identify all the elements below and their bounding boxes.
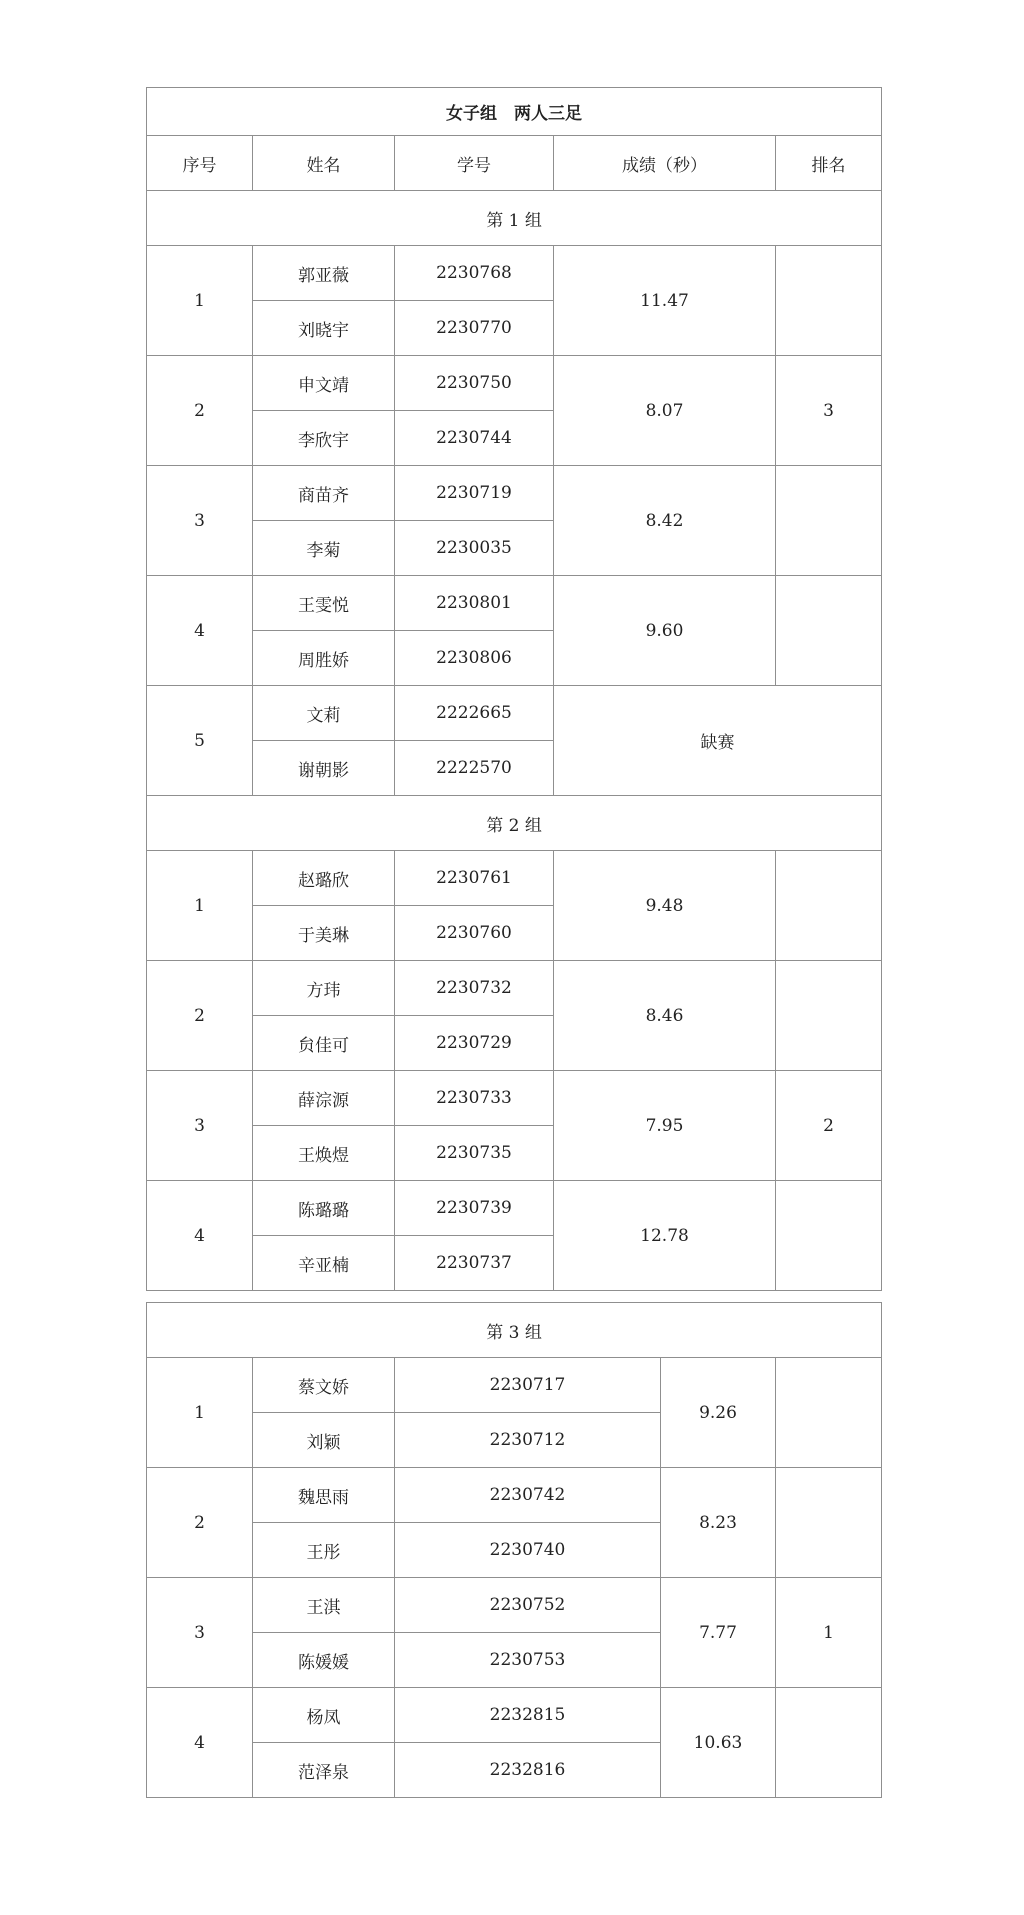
- member-name: 于美琳: [253, 906, 395, 961]
- team-seq: 1: [147, 1358, 253, 1468]
- member-id: 2222665: [395, 686, 554, 741]
- header-seq: 序号: [147, 136, 253, 191]
- member-id: 2232815: [395, 1688, 661, 1743]
- member-name: 魏思雨: [253, 1468, 395, 1523]
- member-id: 2230770: [395, 301, 554, 356]
- team-rank: [776, 576, 882, 686]
- member-name: 刘颖: [253, 1413, 395, 1468]
- team-row: [147, 851, 882, 906]
- team-rank: 3: [776, 356, 882, 466]
- group-row: [147, 796, 882, 851]
- team-score: 7.77: [661, 1578, 776, 1688]
- member-name: 辛亚楠: [253, 1236, 395, 1291]
- member-name: 谢朝影: [253, 741, 395, 796]
- team-score: 7.95: [554, 1071, 776, 1181]
- member-id: 2230768: [395, 246, 554, 301]
- team-row: [147, 686, 882, 741]
- team-seq: 3: [147, 1071, 253, 1181]
- member-id: 2230735: [395, 1126, 554, 1181]
- member-name: 杨凤: [253, 1688, 395, 1743]
- team-seq: 2: [147, 356, 253, 466]
- member-name: 蔡文娇: [253, 1358, 395, 1413]
- member-id: 2230712: [395, 1413, 661, 1468]
- team-seq: 5: [147, 686, 253, 796]
- member-id: 2230717: [395, 1358, 661, 1413]
- team-score: 10.63: [661, 1688, 776, 1798]
- member-id: 2230801: [395, 576, 554, 631]
- team-score: 9.48: [554, 851, 776, 961]
- member-name: 范泽泉: [253, 1743, 395, 1798]
- member-id: 2230753: [395, 1633, 661, 1688]
- member-name: 郭亚薇: [253, 246, 395, 301]
- team-row: [147, 356, 882, 411]
- team-score: 9.60: [554, 576, 776, 686]
- team-row: [147, 1468, 882, 1523]
- results-table-part-2: [146, 1302, 882, 1798]
- group-label: 第 2 组: [147, 796, 882, 851]
- member-id: 2230760: [395, 906, 554, 961]
- team-rank: [776, 1468, 882, 1578]
- team-seq: 2: [147, 1468, 253, 1578]
- member-id: 2222570: [395, 741, 554, 796]
- member-id: 2230733: [395, 1071, 554, 1126]
- member-id: 2230732: [395, 961, 554, 1016]
- header-name: 姓名: [253, 136, 395, 191]
- team-seq: 4: [147, 1181, 253, 1291]
- team-rank: [776, 246, 882, 356]
- member-id: 2232816: [395, 1743, 661, 1798]
- member-name: 薛淙源: [253, 1071, 395, 1126]
- team-rank: [776, 851, 882, 961]
- team-seq: 4: [147, 576, 253, 686]
- team-row: [147, 1071, 882, 1126]
- member-id: 2230742: [395, 1468, 661, 1523]
- member-id: 2230806: [395, 631, 554, 686]
- team-row: [147, 1578, 882, 1633]
- team-score: 12.78: [554, 1181, 776, 1291]
- member-id: 2230035: [395, 521, 554, 576]
- member-name: 文莉: [253, 686, 395, 741]
- member-id: 2230729: [395, 1016, 554, 1071]
- team-row: [147, 246, 882, 301]
- team-row: [147, 466, 882, 521]
- table-title: 女子组 两人三足: [147, 88, 882, 136]
- member-name: 李菊: [253, 521, 395, 576]
- team-score: 8.07: [554, 356, 776, 466]
- team-row: [147, 1181, 882, 1236]
- member-name: 周胜娇: [253, 631, 395, 686]
- team-seq: 2: [147, 961, 253, 1071]
- team-seq: 1: [147, 851, 253, 961]
- member-id: 2230739: [395, 1181, 554, 1236]
- member-id: 2230744: [395, 411, 554, 466]
- team-score: 8.46: [554, 961, 776, 1071]
- team-seq: 3: [147, 466, 253, 576]
- group-label: 第 3 组: [147, 1303, 882, 1358]
- results-table-part-1: [146, 87, 882, 1291]
- member-name: 商苗齐: [253, 466, 395, 521]
- group-row: [147, 1303, 882, 1358]
- table-body-2: [147, 1303, 882, 1798]
- team-rank: 1: [776, 1578, 882, 1688]
- team-score: 9.26: [661, 1358, 776, 1468]
- team-row: [147, 961, 882, 1016]
- team-row: [147, 1688, 882, 1743]
- member-name: 李欣宇: [253, 411, 395, 466]
- member-name: 方玮: [253, 961, 395, 1016]
- team-row: [147, 576, 882, 631]
- member-name: 贠佳可: [253, 1016, 395, 1071]
- member-name: 陈媛媛: [253, 1633, 395, 1688]
- team-seq: 4: [147, 1688, 253, 1798]
- group-row: [147, 191, 882, 246]
- team-rank: [776, 1358, 882, 1468]
- member-name: 刘晓宇: [253, 301, 395, 356]
- team-rank: [776, 961, 882, 1071]
- member-id: 2230761: [395, 851, 554, 906]
- team-score: 缺赛: [554, 686, 882, 796]
- table-body-1: [147, 88, 882, 1291]
- group-label: 第 1 组: [147, 191, 882, 246]
- member-id: 2230737: [395, 1236, 554, 1291]
- team-score: 8.23: [661, 1468, 776, 1578]
- header-row: [147, 136, 882, 191]
- member-name: 王焕煜: [253, 1126, 395, 1181]
- team-rank: [776, 466, 882, 576]
- member-id: 2230740: [395, 1523, 661, 1578]
- header-score: 成绩（秒）: [554, 136, 776, 191]
- team-rank: 2: [776, 1071, 882, 1181]
- member-name: 王彤: [253, 1523, 395, 1578]
- member-name: 王淇: [253, 1578, 395, 1633]
- team-seq: 1: [147, 246, 253, 356]
- team-score: 8.42: [554, 466, 776, 576]
- member-name: 王雯悦: [253, 576, 395, 631]
- header-id: 学号: [395, 136, 554, 191]
- team-rank: [776, 1181, 882, 1291]
- team-rank: [776, 1688, 882, 1798]
- member-name: 赵璐欣: [253, 851, 395, 906]
- member-name: 申文靖: [253, 356, 395, 411]
- team-seq: 3: [147, 1578, 253, 1688]
- member-id: 2230750: [395, 356, 554, 411]
- team-row: [147, 1358, 882, 1413]
- member-id: 2230752: [395, 1578, 661, 1633]
- member-id: 2230719: [395, 466, 554, 521]
- header-rank: 排名: [776, 136, 882, 191]
- team-score: 11.47: [554, 246, 776, 356]
- member-name: 陈璐璐: [253, 1181, 395, 1236]
